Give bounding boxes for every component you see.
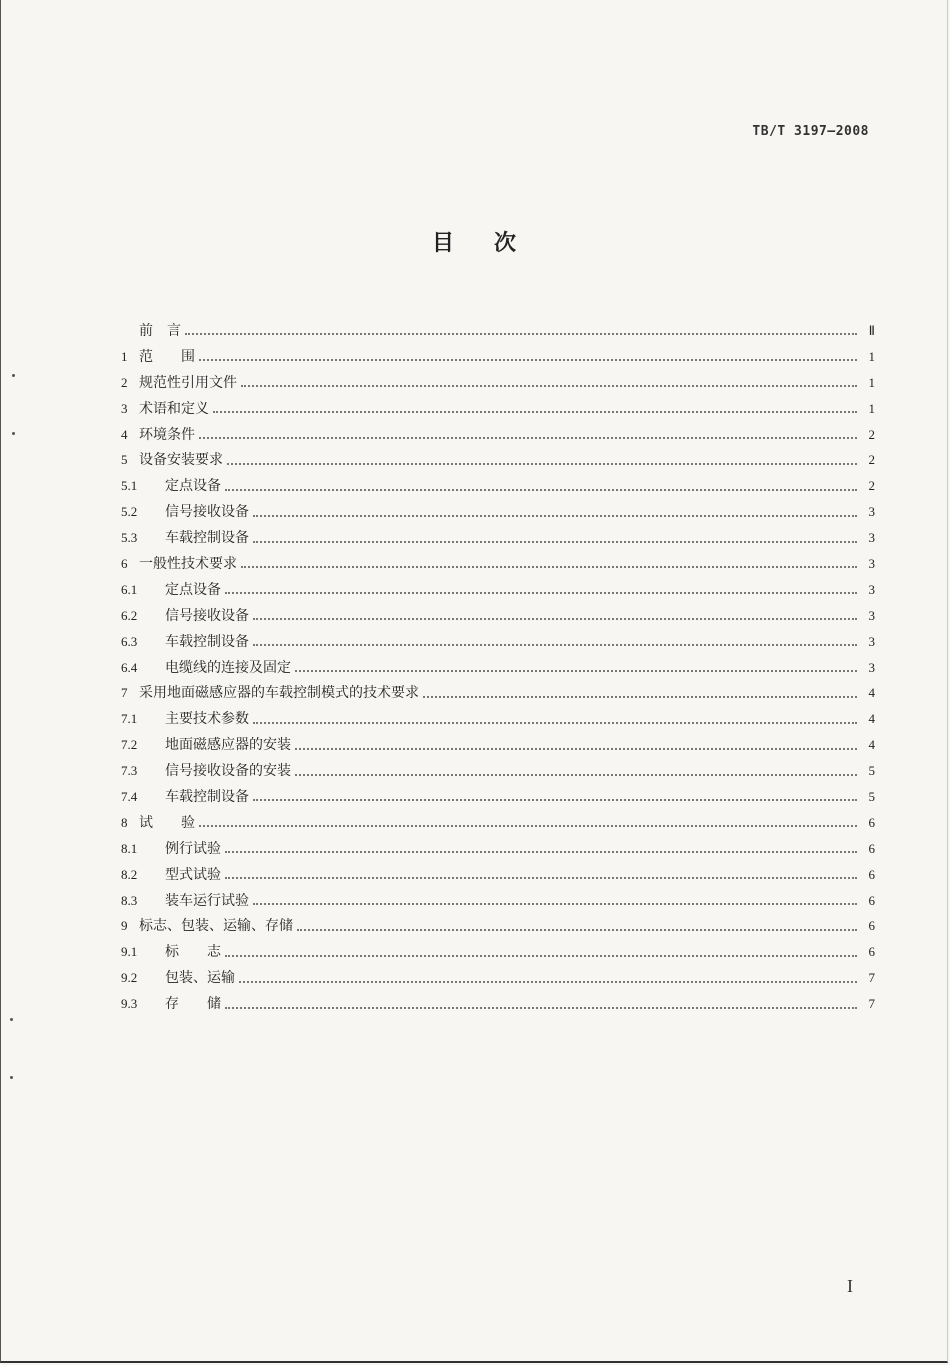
- toc-leader-dots: [295, 669, 857, 672]
- toc-entry-page: 2: [868, 426, 875, 442]
- toc-leader-dots: [199, 436, 857, 439]
- toc-entry-title: 范 围: [139, 348, 195, 365]
- toc-leader-dots: [225, 954, 857, 957]
- toc-entry-page: 6: [868, 840, 875, 856]
- toc-entry-title: 定点设备: [165, 581, 221, 598]
- toc-entry: [121, 913, 875, 939]
- toc-entry-title: 定点设备: [165, 478, 221, 495]
- toc-leader-dots: [253, 902, 857, 905]
- toc-entry-number: 7: [121, 685, 128, 701]
- toc-entry-title: 设备安装要求: [139, 452, 223, 469]
- toc-leader-dots: [185, 332, 857, 335]
- toc-entry-number: 6.4: [121, 659, 138, 675]
- toc-leader-dots: [225, 1006, 857, 1009]
- toc-leader-dots: [297, 928, 857, 931]
- toc-entry: [121, 836, 875, 862]
- toc-entry-number: 1: [121, 348, 128, 364]
- toc-entry-number: 5: [121, 452, 128, 468]
- toc-entry-page: 3: [868, 633, 875, 649]
- toc-entry-title: 车载控制设备: [165, 530, 249, 547]
- toc-leader-dots: [241, 565, 857, 568]
- toc-entry-page: 6: [868, 918, 875, 934]
- toc-leader-dots: [225, 591, 857, 594]
- toc-entry-title: 前 言: [139, 323, 181, 339]
- toc-entry-number: 7.1: [121, 711, 138, 727]
- toc-entry: [121, 370, 875, 396]
- toc-entry-number: 2: [121, 374, 128, 390]
- toc-entry: [121, 810, 875, 836]
- toc-entry-number: 9.3: [121, 996, 138, 1012]
- toc-entry-page: 2: [868, 478, 875, 494]
- toc-entry-title: 主要技术参数: [165, 711, 249, 728]
- toc-entry-page: 3: [868, 530, 875, 546]
- toc-entry-page: Ⅱ: [868, 323, 875, 338]
- toc-entry-number: 8.2: [121, 866, 138, 882]
- toc-entry-page: 6: [868, 866, 875, 882]
- toc-entry-page: 4: [868, 711, 875, 727]
- toc-leader-dots: [227, 462, 857, 465]
- toc-entry: [121, 473, 875, 499]
- toc-entry-number: 5.2: [121, 504, 138, 520]
- toc-leader-dots: [423, 695, 857, 698]
- toc-entry: [121, 965, 875, 991]
- toc-entry-title: 采用地面磁感应器的车载控制模式的技术要求: [139, 685, 419, 702]
- toc-entry: [121, 525, 875, 551]
- toc-entry: [121, 732, 875, 758]
- toc-entry-title: 例行试验: [165, 840, 221, 857]
- toc-leader-dots: [253, 798, 857, 801]
- toc-entry: [121, 344, 875, 370]
- toc-entry-page: 6: [868, 944, 875, 960]
- scan-speck: [10, 1018, 13, 1021]
- toc-entry-number: 5.1: [121, 478, 138, 494]
- toc-entry-page: 1: [868, 348, 875, 364]
- toc-entry-title: 包装、运输: [165, 970, 235, 987]
- toc-leader-dots: [253, 617, 857, 620]
- toc-entry-page: 2: [868, 452, 875, 468]
- toc-entry-number: 6.1: [121, 581, 138, 597]
- toc-entry: [121, 318, 875, 344]
- toc-entry: [121, 784, 875, 810]
- toc-entry-title: 信号接收设备: [165, 607, 249, 624]
- toc-leader-dots: [213, 410, 857, 413]
- page-title: 目次: [431, 231, 556, 256]
- standard-code: TB/T 3197—2008: [752, 124, 869, 139]
- toc-entry-page: 1: [868, 400, 875, 416]
- toc-entry-title: 地面磁感应器的安装: [165, 737, 291, 754]
- page-number: I: [847, 1276, 853, 1296]
- toc-leader-dots: [199, 358, 857, 361]
- toc-entry-title: 型式试验: [165, 866, 221, 883]
- toc-entry-title: 标志、包装、运输、存储: [139, 918, 293, 935]
- toc-leader-dots: [253, 721, 857, 724]
- toc-entry: [121, 888, 875, 914]
- toc-entry-number: 6: [121, 556, 128, 572]
- toc-entry: [121, 422, 875, 448]
- toc-entry: [121, 447, 875, 473]
- toc-entry-title: 存 储: [165, 996, 221, 1013]
- toc-entry-page: 4: [868, 685, 875, 701]
- toc-entry-title: 信号接收设备: [165, 504, 249, 521]
- toc-entry-page: 5: [868, 763, 875, 779]
- toc-entry-number: 5.3: [121, 530, 138, 546]
- toc-entry-number: 9: [121, 918, 128, 934]
- scan-speck: [12, 374, 15, 377]
- toc-leader-dots: [239, 980, 857, 983]
- toc-entry-number: 7.3: [121, 763, 138, 779]
- toc-leader-dots: [295, 747, 857, 750]
- toc-leader-dots: [295, 773, 857, 776]
- toc-entry: [121, 862, 875, 888]
- toc-entry-title: 环境条件: [139, 426, 195, 443]
- toc-entry-title: 车载控制设备: [165, 789, 249, 806]
- toc-entry: [121, 706, 875, 732]
- toc-entry-title: 术语和定义: [139, 400, 209, 417]
- toc-entry-page: 6: [868, 892, 875, 908]
- toc-entry-page: 6: [868, 814, 875, 830]
- toc-entry-title: 车载控制设备: [165, 633, 249, 650]
- toc-entry-page: 3: [868, 659, 875, 675]
- toc-entry-number: 9.1: [121, 944, 138, 960]
- toc-entry-number: 6.2: [121, 607, 138, 623]
- toc-entry-page: 7: [868, 996, 875, 1012]
- scan-speck: [10, 1076, 13, 1079]
- toc-entry-page: 3: [868, 504, 875, 520]
- toc-entry-number: 9.2: [121, 970, 138, 986]
- toc-entry: [121, 655, 875, 681]
- toc-entry-title: 标 志: [165, 944, 221, 961]
- toc-entry-number: 4: [121, 426, 128, 442]
- toc-entry-number: 7.4: [121, 789, 138, 805]
- toc-entry-number: 6.3: [121, 633, 138, 649]
- toc-entry: [121, 577, 875, 603]
- toc-entry-title: 电缆线的连接及固定: [165, 659, 291, 676]
- toc-entry-title: 信号接收设备的安装: [165, 763, 291, 780]
- toc-entry-number: 8.3: [121, 892, 138, 908]
- toc-entry-page: 1: [868, 374, 875, 390]
- toc-entry: [121, 680, 875, 706]
- toc-entry-number: 8.1: [121, 840, 138, 856]
- toc-entry-page: 3: [868, 581, 875, 597]
- toc-entry-title: 一般性技术要求: [139, 556, 237, 573]
- toc-entry-page: 3: [868, 556, 875, 572]
- toc-entry-title: 试 验: [139, 814, 195, 831]
- toc-leader-dots: [225, 876, 857, 879]
- toc-entry-page: 3: [868, 607, 875, 623]
- toc-leader-dots: [253, 643, 857, 646]
- toc-entry: [121, 991, 875, 1017]
- toc-entry: [121, 396, 875, 422]
- toc-entry: [121, 551, 875, 577]
- toc-entry-number: 3: [121, 400, 128, 416]
- toc-leader-dots: [241, 384, 857, 387]
- toc-leader-dots: [253, 514, 857, 517]
- toc-entry: [121, 758, 875, 784]
- toc-leader-dots: [253, 540, 857, 543]
- toc-entry-page: 5: [868, 789, 875, 805]
- toc-entry-title: 装车运行试验: [165, 892, 249, 909]
- toc-entry-number: 7.2: [121, 737, 138, 753]
- toc-leader-dots: [225, 488, 857, 491]
- toc-entry: [121, 629, 875, 655]
- toc-entry: [121, 499, 875, 525]
- toc-entry-number: 8: [121, 814, 128, 830]
- toc-entry: [121, 939, 875, 965]
- scan-speck: [12, 432, 15, 435]
- toc-entry-page: 7: [868, 970, 875, 986]
- table-of-contents: [121, 318, 875, 1017]
- toc-leader-dots: [225, 850, 857, 853]
- toc-entry: [121, 603, 875, 629]
- toc-entry-page: 4: [868, 737, 875, 753]
- toc-leader-dots: [199, 824, 857, 827]
- toc-entry-title: 规范性引用文件: [139, 374, 237, 391]
